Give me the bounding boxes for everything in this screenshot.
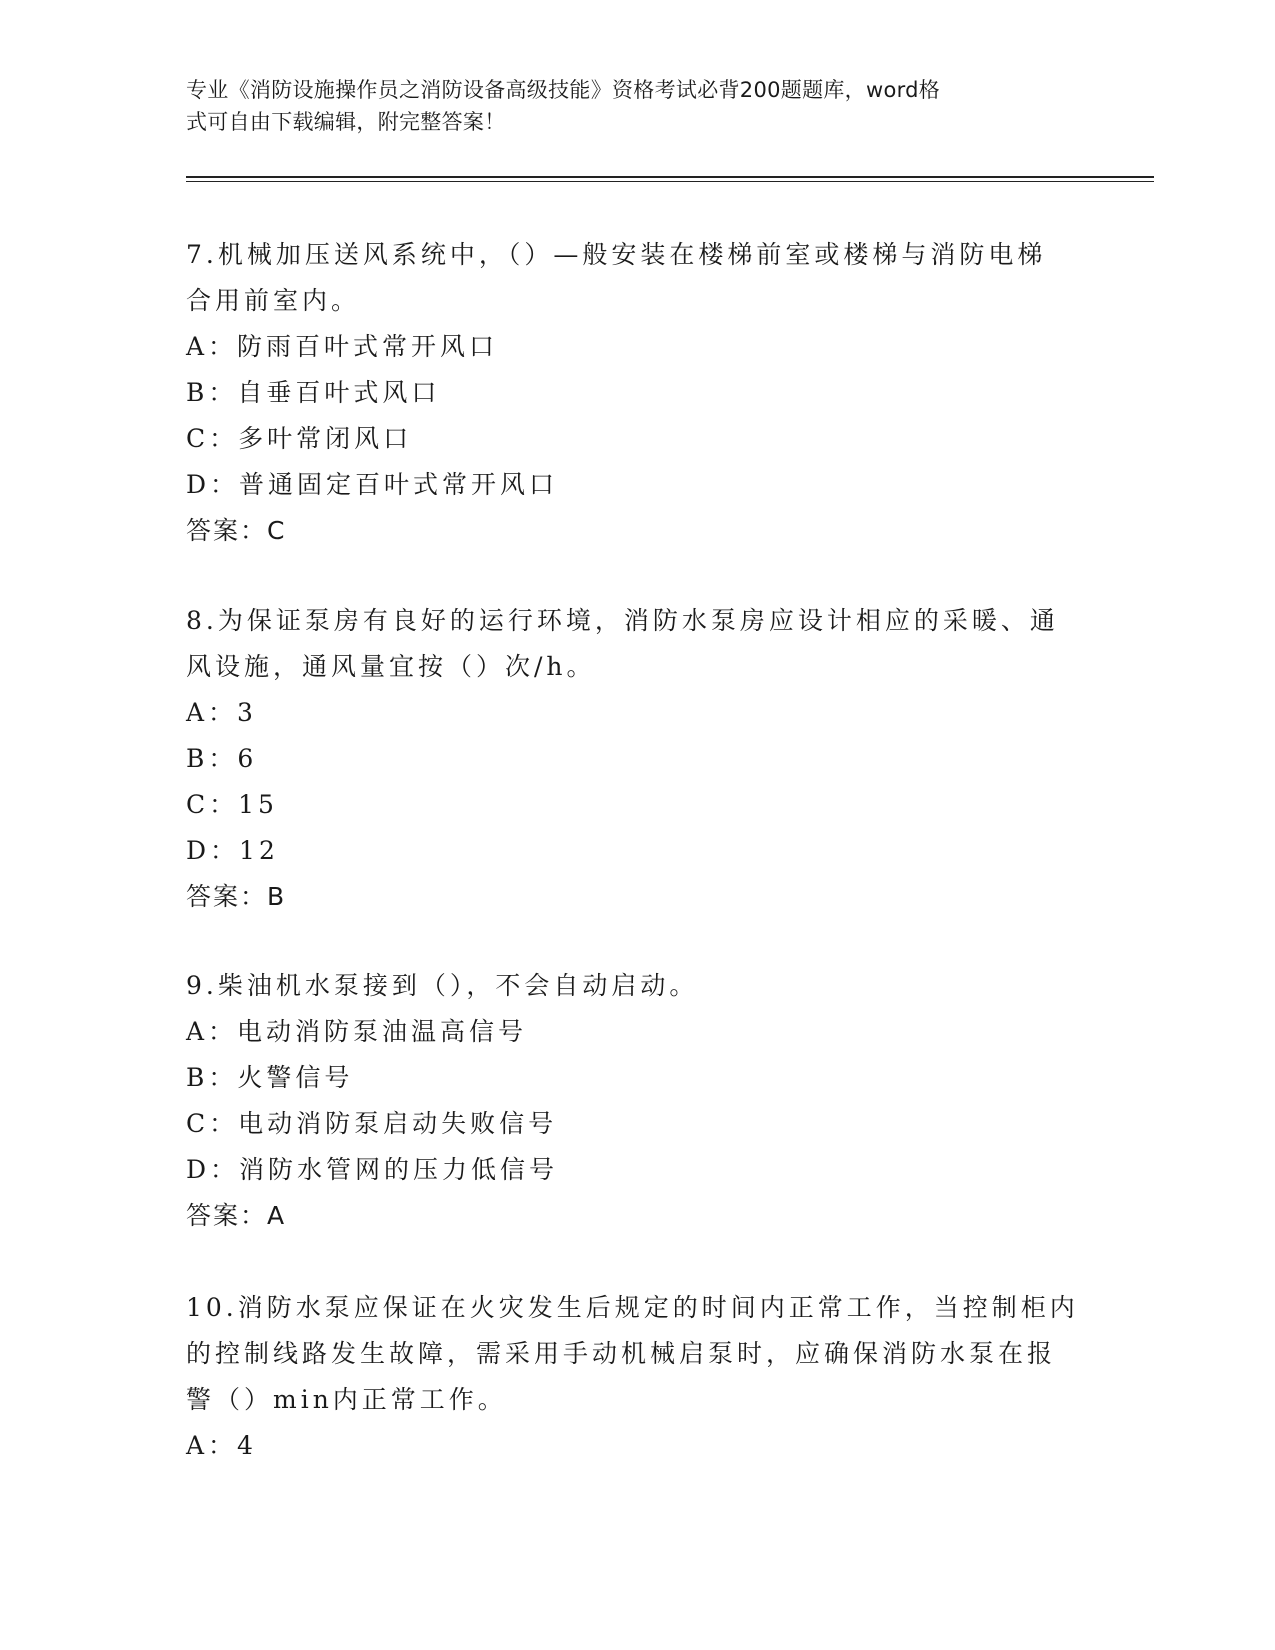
option-a: A：电动消防泵油温高信号: [186, 1017, 528, 1046]
header-line-1: 专业《消防设施操作员之消防设备高级技能》资格考试必背200题题库，word格: [186, 78, 941, 102]
option-c: C：多叶常闭风口: [186, 424, 413, 453]
question-10: [186, 1285, 1086, 1469]
stem-line: 风设施，通风量宜按（）次/h。: [186, 652, 596, 681]
question-7: [186, 232, 1086, 554]
stem-line: 8.为保证泵房有良好的运行环境，消防水泵房应设计相应的采暖、通: [186, 606, 1059, 635]
option-b: B：6: [186, 744, 258, 773]
header-line-2: 式可自由下载编辑，附完整答案！: [186, 110, 506, 134]
option-a: A：3: [186, 698, 257, 727]
option-d: D：普通固定百叶式常开风口: [186, 470, 559, 499]
stem-line: 合用前室内。: [186, 286, 361, 315]
question-8: [186, 598, 1086, 920]
stem-line: 10.消防水泵应保证在火灾发生后规定的时间内正常工作，当控制柜内: [186, 1293, 1079, 1322]
question-stem: [186, 598, 1086, 690]
question-stem: [186, 963, 1086, 1009]
question-stem: [186, 232, 1086, 324]
option-a: A：4: [186, 1431, 257, 1460]
document-header: [186, 74, 1086, 138]
option-d: D：12: [186, 836, 279, 865]
option-d: D：消防水管网的压力低信号: [186, 1155, 559, 1184]
header-divider-thick: [186, 176, 1154, 178]
stem-line: 的控制线路发生故障，需采用手动机械启泵时，应确保消防水泵在报: [186, 1339, 1057, 1368]
answer-label: 答案：C: [186, 516, 287, 545]
question-9: [186, 963, 1086, 1239]
option-c: C：15: [186, 790, 278, 819]
option-a: A：防雨百叶式常开风口: [186, 332, 499, 361]
question-stem: [186, 1285, 1086, 1423]
stem-line: 7.机械加压送风系统中，（）—般安装在楼梯前室或楼梯与消防电梯: [186, 240, 1047, 269]
stem-line: 警（）min内正常工作。: [186, 1385, 507, 1414]
answer-label: 答案：B: [186, 882, 287, 911]
header-divider-thin: [186, 181, 1154, 182]
stem-line: 9.柴油机水泵接到（），不会自动启动。: [186, 971, 699, 1000]
option-b: B：自垂百叶式风口: [186, 378, 441, 407]
answer-label: 答案：A: [186, 1201, 287, 1230]
option-b: B：火警信号: [186, 1063, 354, 1092]
option-c: C：电动消防泵启动失败信号: [186, 1109, 558, 1138]
